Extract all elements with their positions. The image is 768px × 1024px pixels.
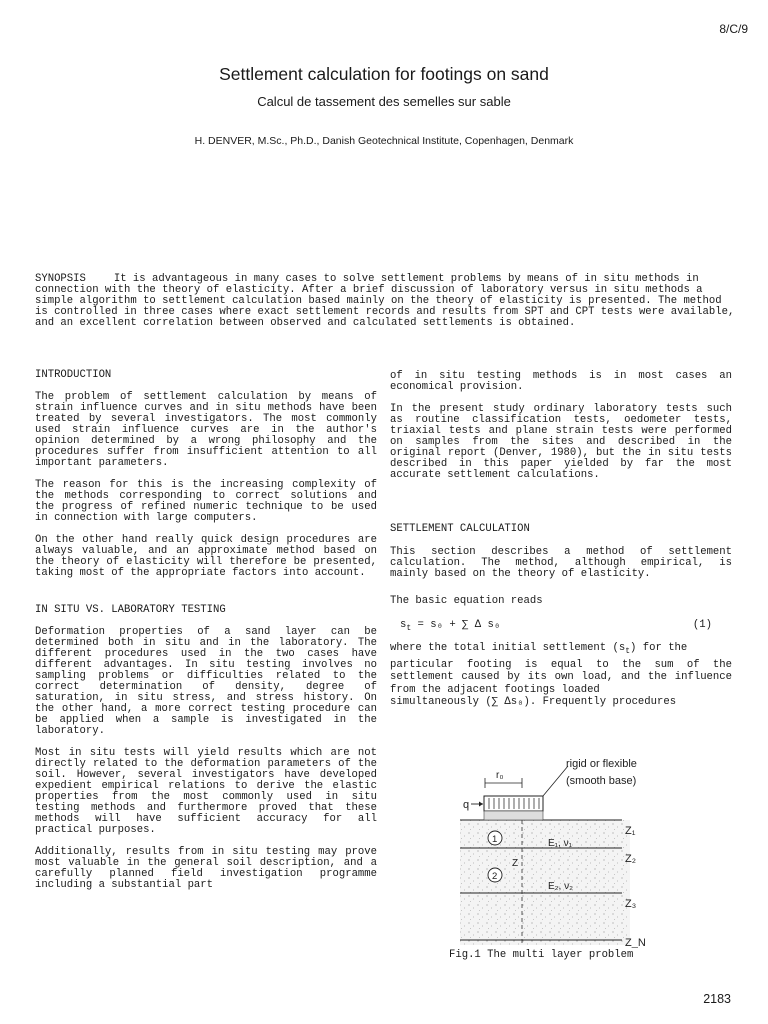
figure-caption: Fig.1 The multi layer problem bbox=[449, 949, 634, 961]
zn-label: Z_N bbox=[625, 937, 646, 948]
r0-label: r₀ bbox=[496, 770, 504, 781]
paragraph: This section describes a method of settlement calculation. The method, although empirical, is mainly based on the theory of elasticity. bbox=[390, 546, 732, 580]
layer-2-label: 2 bbox=[492, 871, 498, 882]
rigid-flexible-label: rigid or flexible bbox=[566, 758, 637, 770]
author-line: H. DENVER, M.Sc., Ph.D., Danish Geotechnical Institute, Copenhagen, Denmark bbox=[194, 135, 574, 147]
right-column-after-equation bbox=[390, 642, 732, 709]
z2-label: Z₂ bbox=[625, 853, 636, 865]
synopsis-text: It is advantageous in many cases to solve settlement problems by means of in situ methods in connection with the theory of elasticity. After a brief discussion of laboratory versus in situ methods a simple algorithm to settlement calculation based mainly on the theory of elasticity is presented. The method is controlled in three cases where exact settlement records and results from SPT and CPT tests were available, and an excellent correlation between observed and calculated settlements is obtained. bbox=[35, 273, 735, 329]
soil-region bbox=[460, 820, 630, 945]
paper-subtitle: Calcul de tassement des semelles sur sable bbox=[257, 94, 511, 109]
z1-label: Z₁ bbox=[625, 825, 636, 837]
paragraph: On the other hand really quick design procedures are always valuable, and an approximate method based on the theory of elasticity will therefore be presented, taking most of the appropriate factors into account. bbox=[35, 534, 377, 579]
synopsis-label: SYNOPSIS bbox=[35, 273, 86, 285]
left-column bbox=[35, 370, 377, 902]
equation-body: $s_t = s_0$ + ∑ Δ s₀ bbox=[400, 619, 501, 634]
paragraph: The problem of settlement calculation by means of strain influence curves and in situ methods have been treated by several investigators. The most commonly used strain influence curves are in the author's opinion determined by a wrong philosophy and the procedures suffer from insufficient attention to all important parameters. bbox=[35, 391, 377, 469]
right-column-settlement bbox=[390, 547, 732, 591]
paragraph: Deformation properties of a sand layer can be determined both in situ and in the laboratory. The different procedures used in the two cases have different advantages. In situ testing involves no sampling problems or difficulties related to the correct determination of density, degree of saturation, in situ stress, and stress history. On the other hand, a more correct testing procedure can be applied when a sample is investigated in the laboratory. bbox=[35, 626, 377, 737]
introduction-heading: INTRODUCTION bbox=[35, 369, 112, 381]
synopsis bbox=[35, 274, 735, 329]
insitu-heading: IN SITU VS. LABORATORY TESTING bbox=[35, 604, 226, 616]
q-label: q bbox=[463, 799, 470, 811]
paragraph: where the total initial settlement $(s_t)$ for the bbox=[390, 642, 688, 657]
e2-label: E₂, ν₂ bbox=[548, 881, 573, 892]
settlement-heading: SETTLEMENT CALCULATION bbox=[390, 523, 530, 535]
paragraph: Most in situ tests will yield results which are not directly related to the deformation parameters of the soil. However, several investigators have developed expedient empirical relations to derive the elastic properties from the most commonly used in situ testing methods and furthermore proved that these methods will have sufficient accuracy for all practical purposes. bbox=[35, 747, 377, 836]
z-label: Z bbox=[512, 858, 519, 869]
multi-layer-figure bbox=[440, 750, 740, 948]
paragraph: simultaneously (∑ Δs₀). Frequently procedures bbox=[390, 696, 677, 709]
smooth-base-label: (smooth base) bbox=[566, 775, 637, 787]
paper-code: 8/C/9 bbox=[719, 22, 748, 36]
equation-intro: The basic equation reads bbox=[390, 595, 543, 607]
paragraph: The reason for this is the increasing complexity of the methods corresponding to correct solutions and the progress of refined numeric technique to be used in connection with large computers. bbox=[35, 479, 377, 524]
right-column-top bbox=[390, 371, 732, 492]
equation-number: (1) bbox=[692, 619, 712, 631]
paragraph: In the present study ordinary laboratory tests such as routine classification tests, oedometer tests, triaxial tests and plane strain tests were performed on samples from the sites and described in the original report (Denver, 1980), but the in situ tests described in this paper yielded by far the most accurate settlement calculations. bbox=[390, 403, 732, 481]
paragraph: of in situ testing methods is in most cases an economical provision. bbox=[390, 370, 732, 393]
paragraph: particular footing is equal to the sum of the settlement caused by its own load, and the influence from the adjacent footings loaded bbox=[390, 658, 732, 696]
paragraph: Additionally, results from in situ testing may prove most valuable in the general soil description, and a carefully planned field investigation programme including a substantial part bbox=[35, 846, 377, 891]
page-number: 2183 bbox=[703, 992, 731, 1006]
z3-label: Z₃ bbox=[625, 898, 637, 910]
e1-label: E₁, ν₁ bbox=[548, 838, 572, 849]
layer-1-label: 1 bbox=[492, 834, 498, 845]
paper-title: Settlement calculation for footings on sand bbox=[219, 64, 549, 84]
